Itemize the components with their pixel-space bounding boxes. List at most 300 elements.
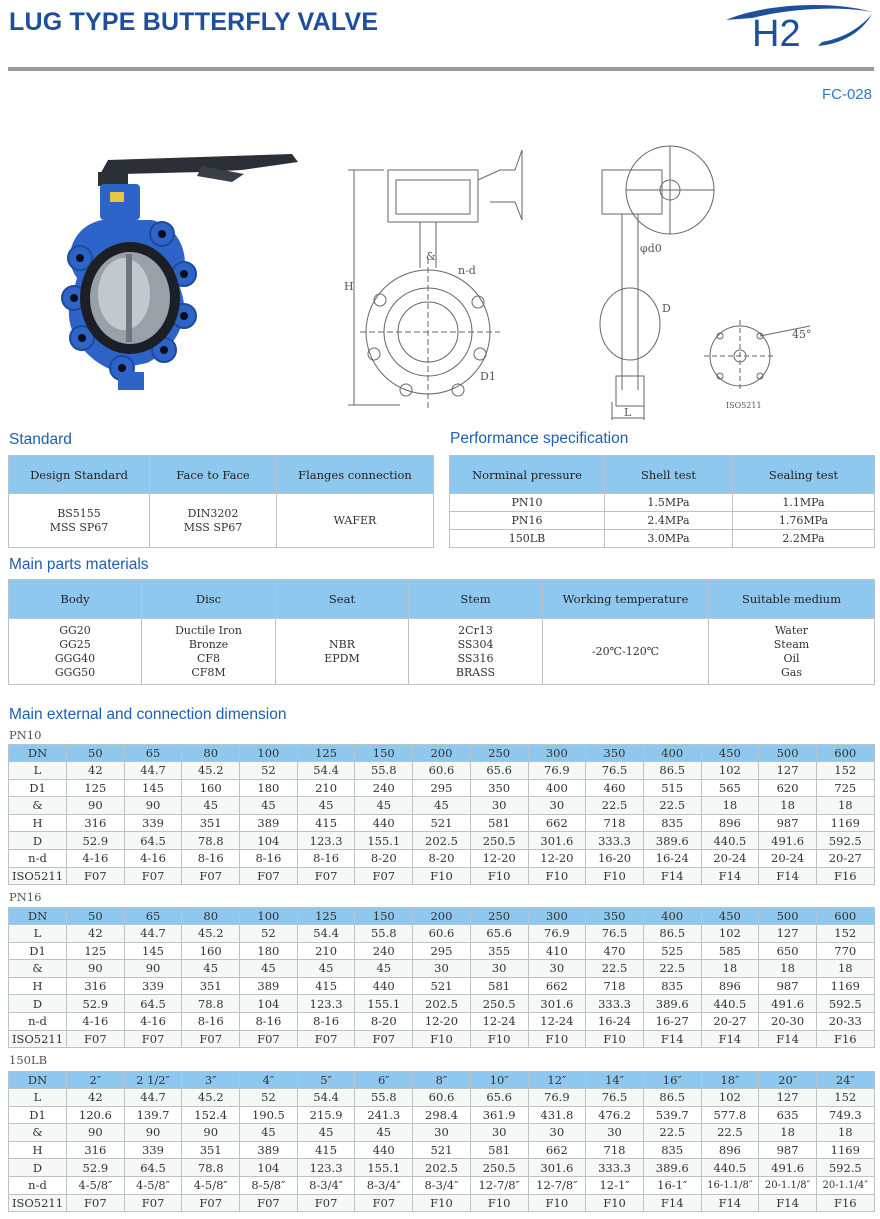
dimension-row-label: & [9,960,67,978]
dimension-cell: F16 [816,1030,874,1048]
dimension-row-label: L [9,762,67,780]
table-row [9,849,875,867]
dimension-header-cell: 80 [182,745,240,762]
dimension-cell: 521 [413,814,471,832]
dimension-cell: 18 [759,797,817,815]
dimension-cell: 52.9 [67,1159,125,1177]
h2-logo [722,2,874,52]
dimension-cell: 60.6 [413,925,471,943]
performance-cell: 1.76MPa [733,512,875,530]
dimension-cell: 60.6 [413,1089,471,1107]
dimension-row-label: H [9,814,67,832]
dimension-cell: F14 [759,867,817,885]
dimension-cell: 1169 [816,814,874,832]
dimension-cell: 90 [182,1124,240,1142]
dimension-row-label: D1 [9,942,67,960]
dimension-cell: 333.3 [586,832,644,850]
dimension-header-cell: 600 [816,908,874,925]
dimension-cell: 22.5 [643,1124,701,1142]
dimension-row-label: D1 [9,1106,67,1124]
dimension-cell: 592.5 [816,1159,874,1177]
dimension-cell: 718 [586,977,644,995]
dimension-cell: 155.1 [355,1159,413,1177]
dimension-cell: 30 [413,1124,471,1142]
dimension-cell: 8-16 [297,849,355,867]
dimension-cell: 440.5 [701,1159,759,1177]
performance-cell: 2.2MPa [733,530,875,548]
dimension-cell: 22.5 [586,797,644,815]
dimension-cell: 581 [470,814,528,832]
dimension-header-cell: 4″ [240,1072,298,1089]
dimension-cell: F14 [643,1194,701,1212]
dimension-cell: 78.8 [182,995,240,1013]
dimension-cell: F07 [124,867,182,885]
table-row [9,1194,875,1212]
dimension-cell: F10 [413,1030,471,1048]
dimension-cell: F10 [470,1194,528,1212]
dimension-cell: F07 [297,1194,355,1212]
dimension-cell: 22.5 [701,1124,759,1142]
dimension-header-cell: 2 1/2″ [124,1072,182,1089]
performance-header: Sealing test [733,456,875,494]
dimension-cell: 440.5 [701,832,759,850]
dimension-header-cell: 250 [470,908,528,925]
dimension-cell: 45 [355,797,413,815]
dimension-header-cell: 300 [528,745,586,762]
dimension-cell: 30 [528,1124,586,1142]
dimension-header-cell: 150 [355,908,413,925]
dimension-cell: 55.8 [355,925,413,943]
dimension-cell: 592.5 [816,995,874,1013]
standard-header: Flanges connection [277,456,434,494]
dimension-cell: 770 [816,942,874,960]
dimension-header-cell: 18″ [701,1072,759,1089]
standard-cell: WAFER [277,494,434,548]
table-row [9,1124,875,1142]
dimension-cell: 180 [240,779,298,797]
performance-cell: 1.5MPa [605,494,733,512]
dimension-cell: 12-7/8″ [470,1176,528,1194]
dimension-cell: 45 [355,1124,413,1142]
dimension-cell: 152.4 [182,1106,240,1124]
dimension-cell: 440 [355,814,413,832]
label-d: D [662,302,671,315]
dimension-row-label: H [9,1141,67,1159]
valve-photo [52,148,302,396]
dimension-cell: F07 [182,867,240,885]
materials-header: Body [9,580,142,619]
dimension-cell: 55.8 [355,1089,413,1107]
table-row [9,1030,875,1048]
dimension-cell: F14 [701,1194,759,1212]
dimension-cell: 12-24 [528,1012,586,1030]
dimension-cell: F14 [759,1194,817,1212]
dimension-cell: 30 [470,1124,528,1142]
dimension-cell: F16 [816,1194,874,1212]
dimension-row-label: L [9,1089,67,1107]
dimension-cell: 718 [586,1141,644,1159]
dimension-cell: F07 [182,1194,240,1212]
dimension-cell: F07 [67,1030,125,1048]
performance-cell: 2.4MPa [605,512,733,530]
dimension-cell: 250.5 [470,995,528,1013]
dimension-cell: F07 [240,867,298,885]
dimension-cell: 20-27 [701,1012,759,1030]
dimension-cell: 8-3/4″ [413,1176,471,1194]
dimension-cell: 389.6 [643,1159,701,1177]
dimension-cell: 52.9 [67,832,125,850]
materials-cell: GG20 GG25 GGG40 GGG50 [9,619,142,685]
dimension-cell: 64.5 [124,1159,182,1177]
performance-cell: PN10 [450,494,605,512]
materials-table [8,579,875,685]
dimension-cell: F10 [528,867,586,885]
materials-cell: -20℃-120℃ [543,619,709,685]
dimension-cell: F14 [701,867,759,885]
dimension-cell: 30 [470,960,528,978]
dimension-header-cell: 10″ [470,1072,528,1089]
dimension-cell: 8-16 [182,849,240,867]
dimension-cell: 491.6 [759,832,817,850]
dimension-cell: 351 [182,814,240,832]
dimension-cell: 152 [816,925,874,943]
dimension-cell: 90 [67,960,125,978]
dimension-cell: 20-24 [759,849,817,867]
dimension-cell: 20-24 [701,849,759,867]
dimension-cell: 45 [182,797,240,815]
dimension-cell: 339 [124,1141,182,1159]
dimension-cell: F10 [586,867,644,885]
dimension-cell: 662 [528,814,586,832]
table-row [9,977,875,995]
table-row [9,797,875,815]
label-45: 45° [792,328,812,341]
label-angle: & [426,250,436,263]
dimension-cell: 44.7 [124,762,182,780]
performance-table [449,455,875,548]
dimension-cell: F10 [470,867,528,885]
dimension-header-cell: DN [9,908,67,925]
dimension-cell: 718 [586,814,644,832]
dimension-cell: 45 [413,797,471,815]
dimension-cell: 45.2 [182,925,240,943]
dimension-cell: 45.2 [182,762,240,780]
standard-table [8,455,434,548]
dimension-cell: 8-5/8″ [240,1176,298,1194]
dimension-header-cell: 600 [816,745,874,762]
dimension-cell: 16-1.1/8″ [701,1176,759,1194]
standard-header: Face to Face [150,456,277,494]
dimension-cell: 240 [355,779,413,797]
performance-header: Shell test [605,456,733,494]
dimension-cell: 54.4 [297,762,355,780]
dimension-cell: 4-5/8″ [182,1176,240,1194]
dimension-cell: 90 [124,960,182,978]
dimension-header-cell: 5″ [297,1072,355,1089]
dimension-cell: 104 [240,995,298,1013]
dimension-header-cell: 200 [413,745,471,762]
dimension-cell: 52 [240,925,298,943]
table-row [9,1159,875,1177]
page-title: LUG TYPE BUTTERFLY VALVE [9,8,379,36]
dimension-cell: 350 [470,779,528,797]
dimension-cell: 86.5 [643,762,701,780]
dimension-row-label: ISO5211 [9,1194,67,1212]
dimension-cell: 125 [67,942,125,960]
dimension-cell: F07 [124,1030,182,1048]
dimension-cell: 155.1 [355,995,413,1013]
dimension-cell: 44.7 [124,1089,182,1107]
dimension-cell: F07 [355,1030,413,1048]
150lb-label: 150LB [9,1053,48,1067]
table-row [9,1106,875,1124]
dimension-row-label: n-d [9,849,67,867]
dimension-cell: 355 [470,942,528,960]
dimension-cell: 4-16 [124,1012,182,1030]
dimension-cell: 12-20 [528,849,586,867]
dimension-cell: F14 [701,1030,759,1048]
dimension-cell: 18 [816,797,874,815]
dimension-cell: 202.5 [413,1159,471,1177]
dimension-cell: 125 [67,779,125,797]
materials-header: Disc [142,580,276,619]
dimension-cell: 415 [297,1141,355,1159]
dimension-row-label: D [9,995,67,1013]
dimension-cell: 635 [759,1106,817,1124]
dimensions-title: Main external and connection dimension [9,706,287,723]
dimension-cell: 835 [643,814,701,832]
dimension-cell: 76.9 [528,925,586,943]
dimension-cell: 525 [643,942,701,960]
dimension-cell: 65.6 [470,762,528,780]
dimension-cell: 127 [759,762,817,780]
dimension-cell: 52 [240,1089,298,1107]
dimension-cell: 316 [67,1141,125,1159]
dimension-cell: 470 [586,942,644,960]
dimension-cell: F10 [586,1194,644,1212]
table-row [9,832,875,850]
dimension-row-label: n-d [9,1012,67,1030]
technical-drawing [340,140,820,425]
dimension-cell: 12-1″ [586,1176,644,1194]
dimension-cell: 76.9 [528,1089,586,1107]
dimension-cell: 139.7 [124,1106,182,1124]
dimension-cell: 620 [759,779,817,797]
dimension-row-label: & [9,1124,67,1142]
dimension-cell: 460 [586,779,644,797]
dimension-cell: F10 [470,1030,528,1048]
dimension-cell: 104 [240,1159,298,1177]
table-row [9,1176,875,1194]
dimension-cell: 8-3/4″ [355,1176,413,1194]
dimension-cell: F07 [67,1194,125,1212]
table-row [9,1012,875,1030]
dimension-cell: 215.9 [297,1106,355,1124]
header-divider [8,67,874,71]
dimension-header-cell: 100 [240,745,298,762]
dimension-cell: 104 [240,832,298,850]
dimension-cell: 55.8 [355,762,413,780]
table-row [9,1141,875,1159]
dimension-cell: 491.6 [759,1159,817,1177]
pn10-label: PN10 [9,728,42,742]
dimension-row-label: ISO5211 [9,1030,67,1048]
table-row [9,1089,875,1107]
dimension-cell: 389 [240,977,298,995]
dimension-cell: 20-1.1/8″ [759,1176,817,1194]
dimension-cell: 295 [413,942,471,960]
dimension-cell: 30 [586,1124,644,1142]
dimension-cell: 54.4 [297,925,355,943]
dimension-cell: 339 [124,814,182,832]
dimension-cell: 8-16 [182,1012,240,1030]
dimension-cell: 333.3 [586,1159,644,1177]
dimension-header-cell: 400 [643,745,701,762]
dimension-cell: 45 [182,960,240,978]
performance-cell: 3.0MPa [605,530,733,548]
dimension-header-cell: 20″ [759,1072,817,1089]
dimension-cell: 127 [759,925,817,943]
dimension-cell: 250.5 [470,832,528,850]
dimension-cell: 123.3 [297,832,355,850]
dimension-header-cell: 500 [759,908,817,925]
label-l: L [624,406,632,419]
dimension-cell: 301.6 [528,832,586,850]
dimension-cell: 725 [816,779,874,797]
dimension-cell: 8-20 [413,849,471,867]
dimension-cell: F07 [240,1030,298,1048]
dimension-header-cell: 150 [355,745,413,762]
dimension-header-cell: 350 [586,908,644,925]
dimension-cell: 44.7 [124,925,182,943]
dimension-cell: 76.9 [528,762,586,780]
dimension-cell: 45 [240,797,298,815]
dimension-cell: F14 [759,1030,817,1048]
dimension-cell: 250.5 [470,1159,528,1177]
standard-header: Design Standard [9,456,150,494]
dimension-cell: 90 [124,1124,182,1142]
dimension-cell: 351 [182,1141,240,1159]
dimension-cell: 389 [240,1141,298,1159]
dimension-cell: F10 [586,1030,644,1048]
performance-cell: PN16 [450,512,605,530]
dimension-cell: 835 [643,1141,701,1159]
dimension-cell: 22.5 [643,960,701,978]
dimension-row-label: D [9,1159,67,1177]
table-row [9,867,875,885]
dimension-cell: 410 [528,942,586,960]
dimension-cell: 896 [701,977,759,995]
dimension-cell: 78.8 [182,832,240,850]
dimension-cell: F07 [355,1194,413,1212]
dimension-row-label: & [9,797,67,815]
dimension-cell: 440 [355,977,413,995]
label-h: H [344,280,354,293]
dimension-cell: F10 [528,1030,586,1048]
dimension-cell: 565 [701,779,759,797]
dimension-cell: 4-16 [67,1012,125,1030]
dimension-cell: 16-1″ [643,1176,701,1194]
dimension-cell: 12-20 [413,1012,471,1030]
dimension-cell: 749.3 [816,1106,874,1124]
dimension-cell: 295 [413,779,471,797]
logo-text: H2 [752,13,801,52]
dimension-cell: 20-27 [816,849,874,867]
dimension-cell: 662 [528,977,586,995]
dimension-cell: 86.5 [643,925,701,943]
standard-cell: DIN3202 MSS SP67 [150,494,277,548]
dimension-cell: 491.6 [759,995,817,1013]
dimension-cell: 65.6 [470,1089,528,1107]
dimension-cell: 12-24 [470,1012,528,1030]
dimension-header-cell: 3″ [182,1072,240,1089]
dimension-cell: F07 [124,1194,182,1212]
dimension-cell: 581 [470,1141,528,1159]
dimension-header-cell: DN [9,745,67,762]
dimension-header-cell: 65 [124,908,182,925]
dimension-cell: 298.4 [413,1106,471,1124]
dimension-cell: F07 [297,867,355,885]
dimension-cell: 18 [816,960,874,978]
materials-header: Suitable medium [709,580,875,619]
dimension-cell: 592.5 [816,832,874,850]
dimension-row-label: H [9,977,67,995]
dimension-cell: 241.3 [355,1106,413,1124]
dimension-header-cell: 50 [67,745,125,762]
dimension-cell: 202.5 [413,995,471,1013]
dimension-cell: 42 [67,762,125,780]
dimension-cell: 987 [759,977,817,995]
dimension-cell: 52 [240,762,298,780]
dimension-cell: 76.5 [586,762,644,780]
dimension-cell: 30 [528,960,586,978]
dimension-row-label: ISO5211 [9,867,67,885]
dimension-header-cell: 16″ [643,1072,701,1089]
dimension-cell: 45 [240,960,298,978]
dimension-cell: 42 [67,1089,125,1107]
dimension-cell: 20-33 [816,1012,874,1030]
table-row [9,814,875,832]
dimension-cell: 361.9 [470,1106,528,1124]
dimension-table-pn10 [8,744,875,885]
dimension-cell: 835 [643,977,701,995]
dimension-header-cell: 6″ [355,1072,413,1089]
dimension-header-cell: 24″ [816,1072,874,1089]
dimension-cell: 20-30 [759,1012,817,1030]
dimension-cell: 339 [124,977,182,995]
dimension-cell: 581 [470,977,528,995]
dimension-cell: 90 [67,797,125,815]
dimension-cell: 577.8 [701,1106,759,1124]
dimension-cell: 45 [297,960,355,978]
dimension-cell: 896 [701,814,759,832]
dimension-table-pn16 [8,907,875,1048]
dimension-cell: 440.5 [701,995,759,1013]
dimension-header-cell: 400 [643,908,701,925]
dimension-header-cell: 14″ [586,1072,644,1089]
dimension-cell: 60.6 [413,762,471,780]
dimension-cell: 52.9 [67,995,125,1013]
dimension-header-cell: 350 [586,745,644,762]
dimension-cell: 650 [759,942,817,960]
dimension-cell: 18 [759,960,817,978]
dimension-cell: 415 [297,814,355,832]
dimension-cell: 16-24 [643,849,701,867]
dimension-cell: 8-16 [240,849,298,867]
dimension-cell: 521 [413,1141,471,1159]
dimension-cell: 4-5/8″ [67,1176,125,1194]
dimension-header-cell: 8″ [413,1072,471,1089]
